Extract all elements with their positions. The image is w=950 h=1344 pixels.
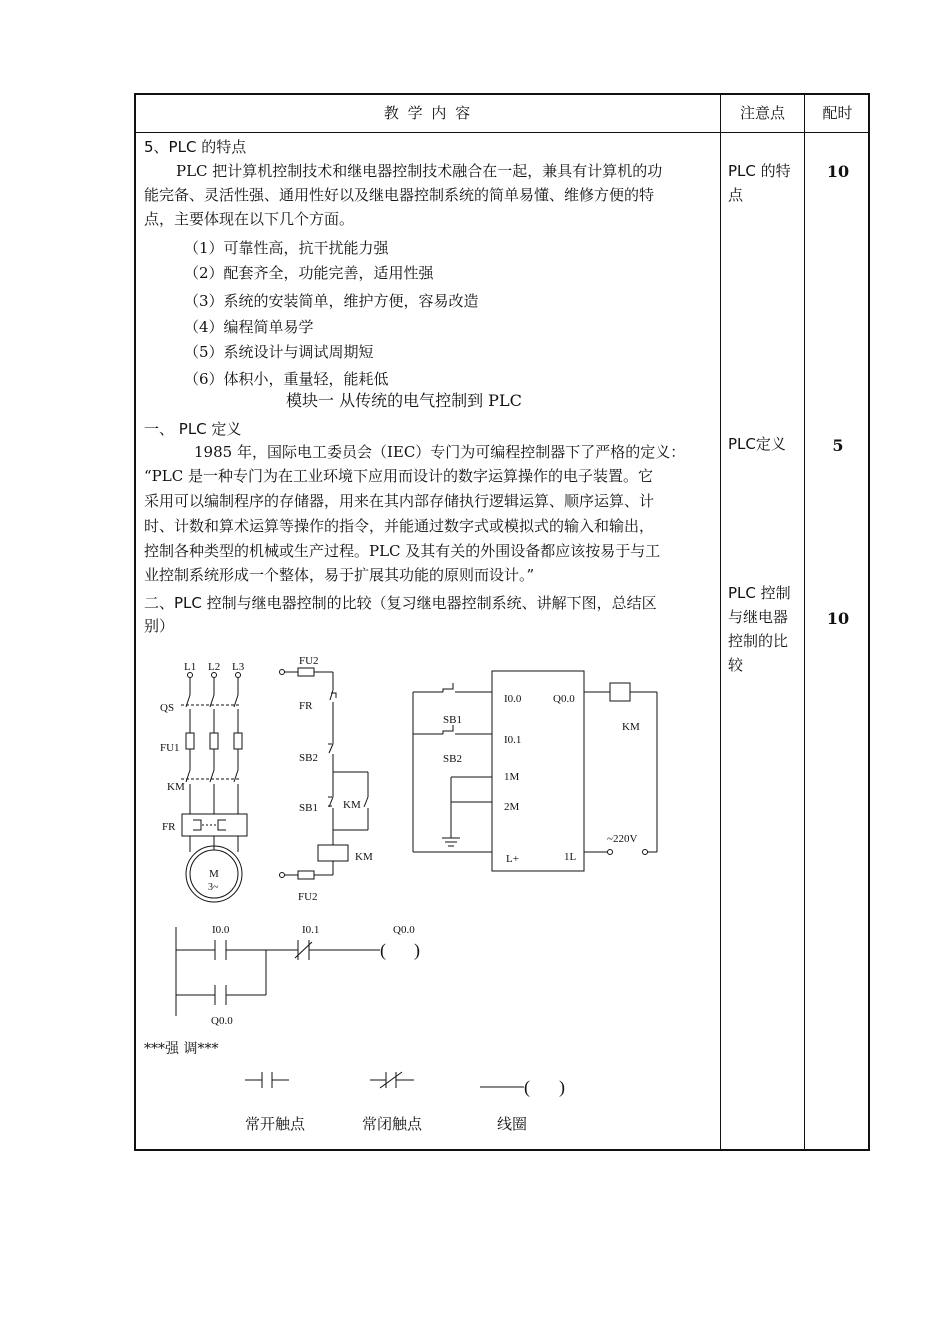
plc-1M: 1M — [504, 771, 520, 783]
label-L3: L3 — [232, 661, 245, 673]
plc-I01: I0.1 — [504, 734, 522, 746]
label-FU1: FU1 — [160, 742, 180, 754]
plc-220V: ~220V — [607, 833, 638, 845]
header-time: 配时 — [822, 104, 853, 122]
label-L1: L1 — [184, 661, 197, 673]
note-comparison: PLC 控制 与继电器 控制的比 较 — [728, 584, 791, 674]
section2-title: 别） — [144, 617, 175, 635]
label-M: M — [209, 868, 219, 880]
label-KM: KM — [167, 781, 185, 793]
label-FU2-bottom: FU2 — [298, 891, 318, 903]
section5-para-line: 能完备、灵活性强、通用性好以及继电器控制系统的简单易懂、维修方便的特 — [144, 186, 655, 204]
label-SB1: SB1 — [299, 802, 318, 814]
feature-item: （6）体积小，重量轻，能耗低 — [184, 370, 389, 388]
plc-1L: 1L — [564, 851, 577, 863]
ladder-Q00-coil: Q0.0 — [393, 924, 415, 936]
plc-KM: KM — [622, 721, 640, 733]
emphasis-text: ***强 调*** — [144, 1041, 219, 1057]
legend-nc-contact: 常闭触点 — [362, 1117, 423, 1133]
time-value: 10 — [826, 162, 850, 181]
note-features: PLC 的特 点 — [728, 162, 791, 204]
svg-text:): ) — [559, 1077, 565, 1097]
section2-title: 二、PLC 控制与继电器控制的比较（复习继电器控制系统、讲解下图，总结区 — [144, 594, 657, 612]
ladder-I01: I0.1 — [302, 924, 320, 936]
svg-text:(: ( — [524, 1077, 530, 1097]
definition-line: 1985 年，国际电工委员会（IEC）专门为可编程控制器下了严格的定义： — [194, 443, 686, 461]
feature-item: （4）编程简单易学 — [184, 318, 314, 336]
ladder-Q00-contact: Q0.0 — [211, 1015, 233, 1027]
section5-para-line: 点，主要体现在以下几个方面。 — [144, 210, 355, 228]
definition-line: 时、计数和算术运算等操作的指令，并能通过数字式或模拟式的输入和输出， — [144, 517, 655, 535]
plc-Lplus: L+ — [506, 853, 519, 865]
label-SB2: SB2 — [299, 752, 318, 764]
section5-para-line: PLC 把计算机控制技术和继电器控制技术融合在一起，兼具有计算机的功 — [176, 162, 663, 180]
label-FR: FR — [162, 821, 176, 833]
section1-title: 一、 PLC 定义 — [144, 420, 242, 438]
note-definition: PLC定义 — [728, 435, 786, 453]
plc-I00: I0.0 — [504, 693, 522, 705]
plc-2M: 2M — [504, 801, 520, 813]
time-value: 5 — [832, 436, 844, 455]
definition-line: 控制各种类型的机械或生产过程。PLC 及其有关的外围设备都应该按易于与工 — [144, 542, 661, 560]
legend-coil: 线圈 — [497, 1117, 528, 1133]
definition-line: 业控制系统形成一个整体，易于扩展其功能的原则而设计。” — [144, 566, 535, 584]
plc-SB1: SB1 — [443, 714, 462, 726]
legend-no-contact: 常开触点 — [245, 1117, 306, 1133]
time-value: 10 — [826, 609, 850, 628]
label-FU2-top: FU2 — [299, 655, 319, 667]
header-content: 教 学 内 容 — [383, 104, 473, 122]
label-QS: QS — [160, 702, 175, 714]
feature-item: （2）配套齐全，功能完善，适用性强 — [184, 264, 434, 282]
svg-text:(: ( — [380, 940, 386, 960]
label-L2: L2 — [208, 661, 221, 673]
feature-item: （5）系统设计与调试周期短 — [184, 343, 374, 361]
definition-line: 采用可以编制程序的存储器，用来在其内部存储执行逻辑运算、顺序运算、计 — [144, 492, 655, 510]
feature-item: （1）可靠性高，抗干扰能力强 — [184, 239, 389, 257]
section5-title: 5、PLC 的特点 — [144, 138, 247, 156]
header-notes: 注意点 — [739, 104, 785, 122]
label-FR2: FR — [299, 700, 313, 712]
label-3phase: 3~ — [208, 882, 219, 893]
ladder-I00: I0.0 — [212, 924, 230, 936]
plc-SB2: SB2 — [443, 753, 462, 765]
svg-text:): ) — [414, 940, 420, 960]
label-KM-coil: KM — [355, 851, 373, 863]
label-KM-contact: KM — [343, 799, 361, 811]
module-title: 模块一 从传统的电气控制到 PLC — [286, 391, 522, 410]
plc-Q00: Q0.0 — [553, 693, 575, 705]
feature-item: （3）系统的安装简单，维护方便，容易改造 — [184, 292, 479, 310]
definition-line: “PLC 是一种专门为在工业环境下应用而设计的数字运算操作的电子装置。它 — [144, 467, 653, 485]
